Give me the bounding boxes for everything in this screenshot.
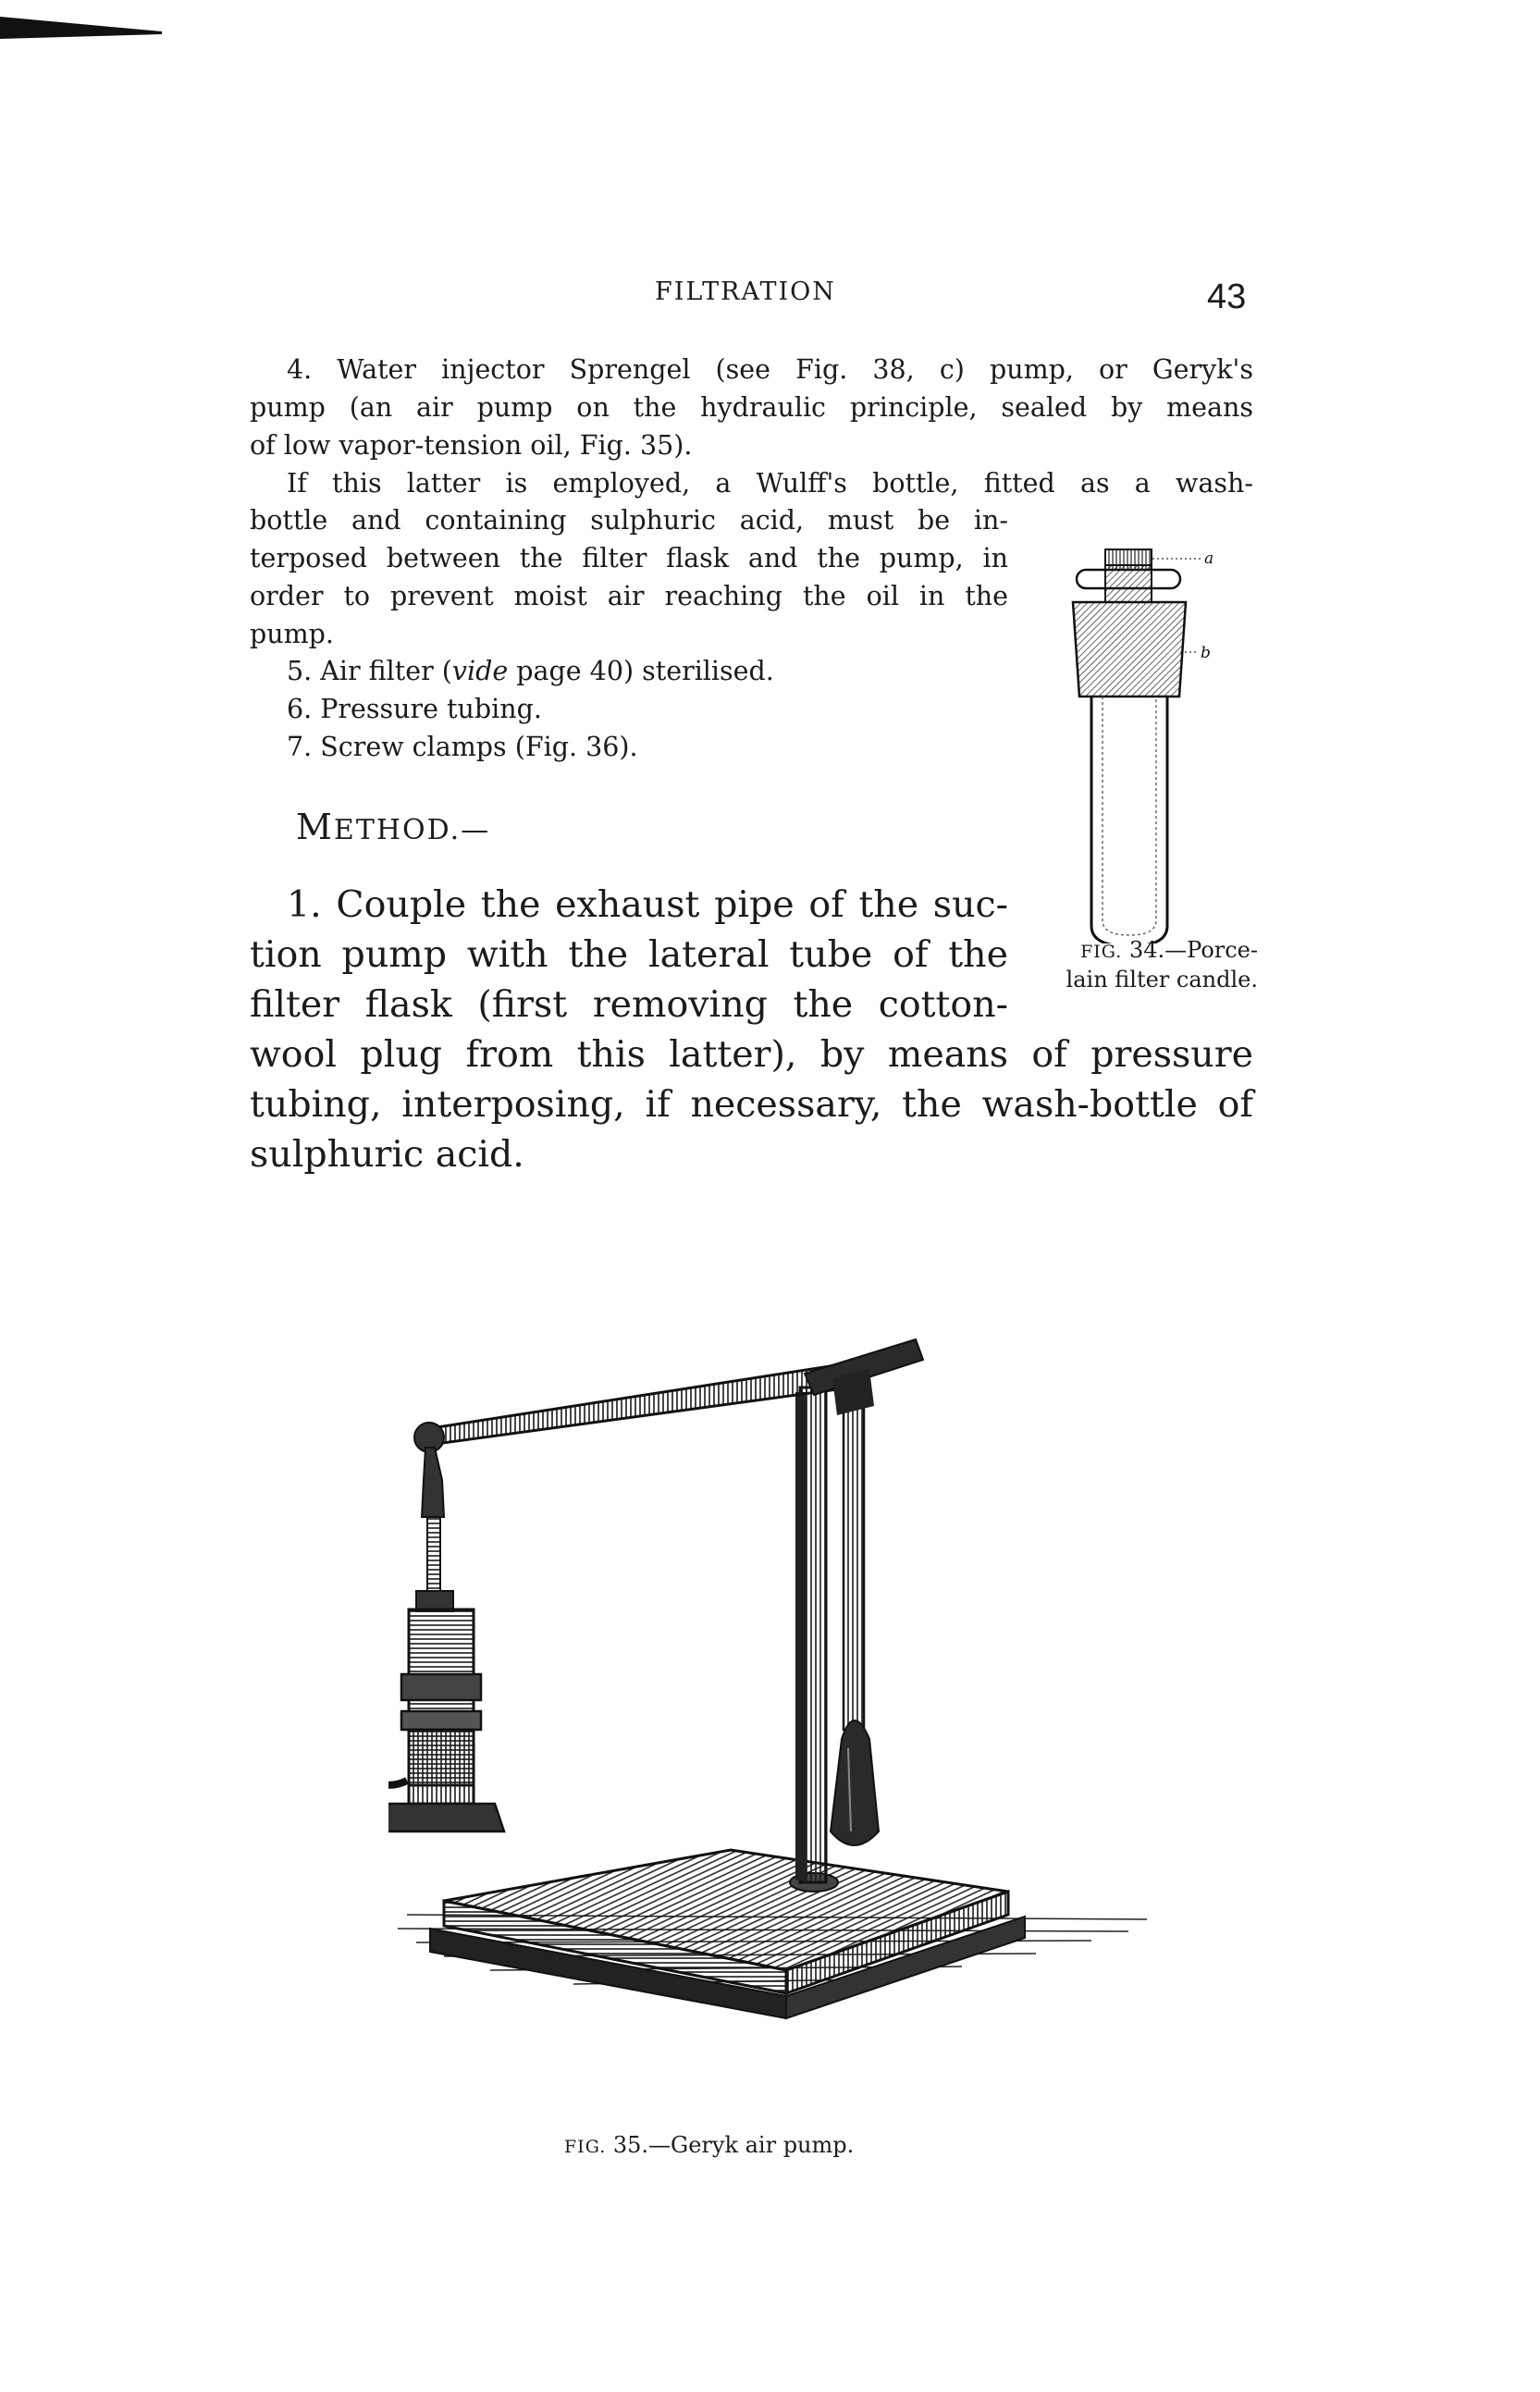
filter-candle-illustration — [1064, 541, 1239, 943]
item5 — [287, 653, 774, 691]
corner-mark — [0, 15, 162, 39]
method-heading — [296, 807, 490, 847]
label-a: a — [1204, 549, 1214, 568]
step1-line6: sulphuric acid. — [250, 1133, 524, 1176]
item4-line1: 4. Water injector Sprengel (see Fig. 38, c) pump, or Geryk's — [287, 354, 1253, 385]
item4-line3: of low vapor-tension oil, Fig. 35). — [250, 430, 693, 461]
figure34-caption-fig: FIG. — [1080, 942, 1123, 962]
note-line5: pump. — [250, 619, 334, 649]
item6: 6. Pressure tubing. — [287, 694, 542, 724]
item5-end: page 40) sterilised. — [508, 656, 774, 686]
figure34-caption-text1: 34.—Porce- — [1122, 937, 1258, 963]
item4-line2: pump (an air pump on the hydraulic principle, sealed by means — [250, 392, 1253, 423]
figure34-caption — [1017, 936, 1258, 993]
figure34-caption-line2: lain filter candle. — [1066, 967, 1258, 993]
item7: 7. Screw clamps (Fig. 36). — [287, 732, 638, 762]
note-line3: terposed between the filter flask and the pump, in — [250, 543, 1008, 573]
geryk-air-pump-illustration — [388, 1239, 1147, 2127]
figure34-caption-line1 — [1017, 936, 1258, 966]
item5-italic: vide — [451, 656, 509, 686]
method-heading-rest: ETHOD.— — [333, 814, 491, 846]
step1-line5: tubing, interposing, if necessary, the wash-bottle of — [250, 1083, 1253, 1126]
step1-line1: 1. Couple the exhaust pipe of the suc- — [287, 883, 1008, 926]
step1-line2: tion pump with the lateral tube of the — [250, 933, 1008, 976]
method-heading-initial: M — [296, 807, 334, 847]
item5-start: 5. Air filter ( — [287, 656, 452, 686]
figure35-caption-fig: FIG. — [564, 2137, 607, 2157]
step1-line4: wool plug from this latter), by means of pressure — [250, 1033, 1253, 1076]
note-line2: bottle and containing sulphuric acid, must be in- — [250, 505, 1008, 536]
step1-line3: filter flask (first removing the cotton- — [250, 983, 1008, 1026]
running-title: FILTRATION — [655, 277, 836, 306]
page-number: 43 — [1207, 277, 1247, 316]
note-line4: order to prevent moist air reaching the oil in the — [250, 581, 1008, 611]
label-b: b — [1201, 644, 1211, 662]
figure35-caption-text: 35.—Geryk air pump. — [606, 2132, 855, 2158]
figure35-caption — [564, 2132, 854, 2158]
note-line1: If this latter is employed, a Wulff's bottle, fitted as a wash- — [287, 468, 1253, 499]
